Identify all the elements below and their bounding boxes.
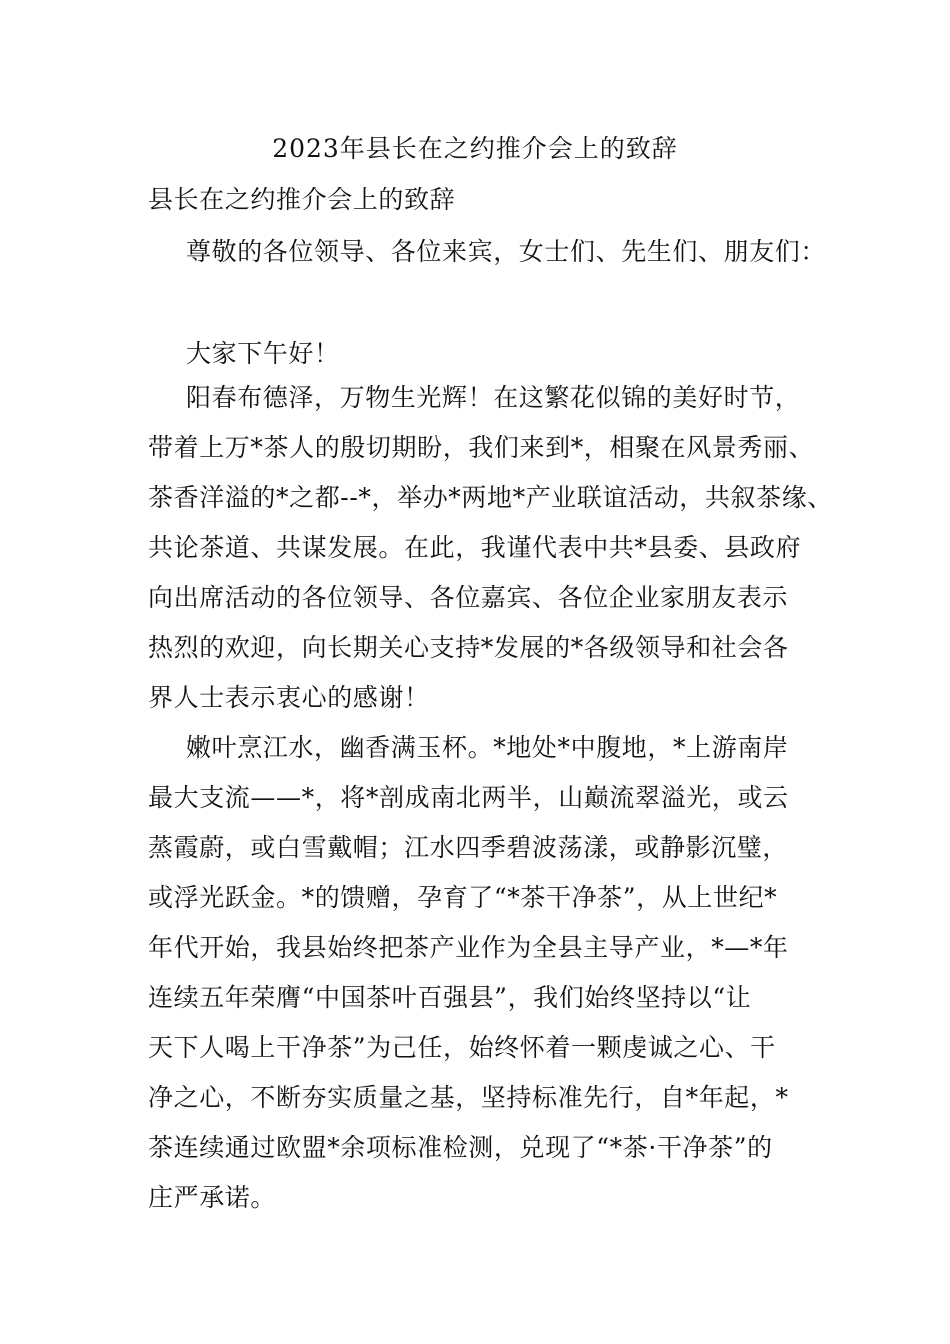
paragraph-line: 庄严承诺。 bbox=[148, 1183, 277, 1212]
paragraph-line: 带着上万*茶人的殷切期盼，我们来到*，相聚在风景秀丽、 bbox=[148, 433, 815, 462]
paragraph-line: 连续五年荣膺“中国茶叶百强县”，我们始终坚持以“让 bbox=[148, 983, 752, 1012]
paragraph-line: 嫩叶烹江水，幽香满玉杯。*地处*中腹地，*上游南岸 bbox=[186, 733, 789, 762]
paragraph-line: 茶连续通过欧盟*余项标准检测，兑现了“*茶·干净茶”的 bbox=[148, 1133, 773, 1162]
paragraph-line: 向出席活动的各位领导、各位嘉宾、各位企业家朋友表示 bbox=[148, 583, 789, 612]
paragraph-line: 茶香洋溢的*之都--*，举办*两地*产业联谊活动，共叙茶缘、 bbox=[148, 483, 833, 512]
paragraph-line: 热烈的欢迎，向长期关心支持*发展的*各级领导和社会各 bbox=[148, 633, 789, 662]
paragraph-line: 或浮光跃金。*的馈赠，孕育了“*茶干净茶”，从上世纪* bbox=[148, 883, 778, 912]
paragraph-line: 年代开始，我县始终把茶产业作为全县主导产业，*—*年 bbox=[148, 933, 789, 962]
document-subtitle: 县长在之约推介会上的致辞 bbox=[148, 185, 456, 214]
document-title: 2023年县长在之约推介会上的致辞 bbox=[272, 134, 678, 163]
paragraph-line: 天下人喝上干净茶”为己任，始终怀着一颗虔诚之心、干 bbox=[148, 1033, 776, 1062]
greeting-line: 大家下午好！ bbox=[186, 339, 340, 368]
salutation-line: 尊敬的各位领导、各位来宾，女士们、先生们、朋友们： bbox=[186, 237, 827, 266]
paragraph-line: 共论茶道、共谋发展。在此，我谨代表中共*县委、县政府 bbox=[148, 533, 802, 562]
paragraph-line: 净之心，不断夯实质量之基，坚持标准先行，自*年起，* bbox=[148, 1083, 789, 1112]
paragraph-line: 最大支流——*，将*剖成南北两半，山巅流翠溢光，或云 bbox=[148, 783, 789, 812]
paragraph-line: 蒸霞蔚，或白雪戴帽；江水四季碧波荡漾，或静影沉璧， bbox=[148, 833, 789, 862]
paragraph-line: 界人士表示衷心的感谢！ bbox=[148, 683, 430, 712]
paragraph-line: 阳春布德泽，万物生光辉！在这繁花似锦的美好时节， bbox=[186, 383, 801, 412]
